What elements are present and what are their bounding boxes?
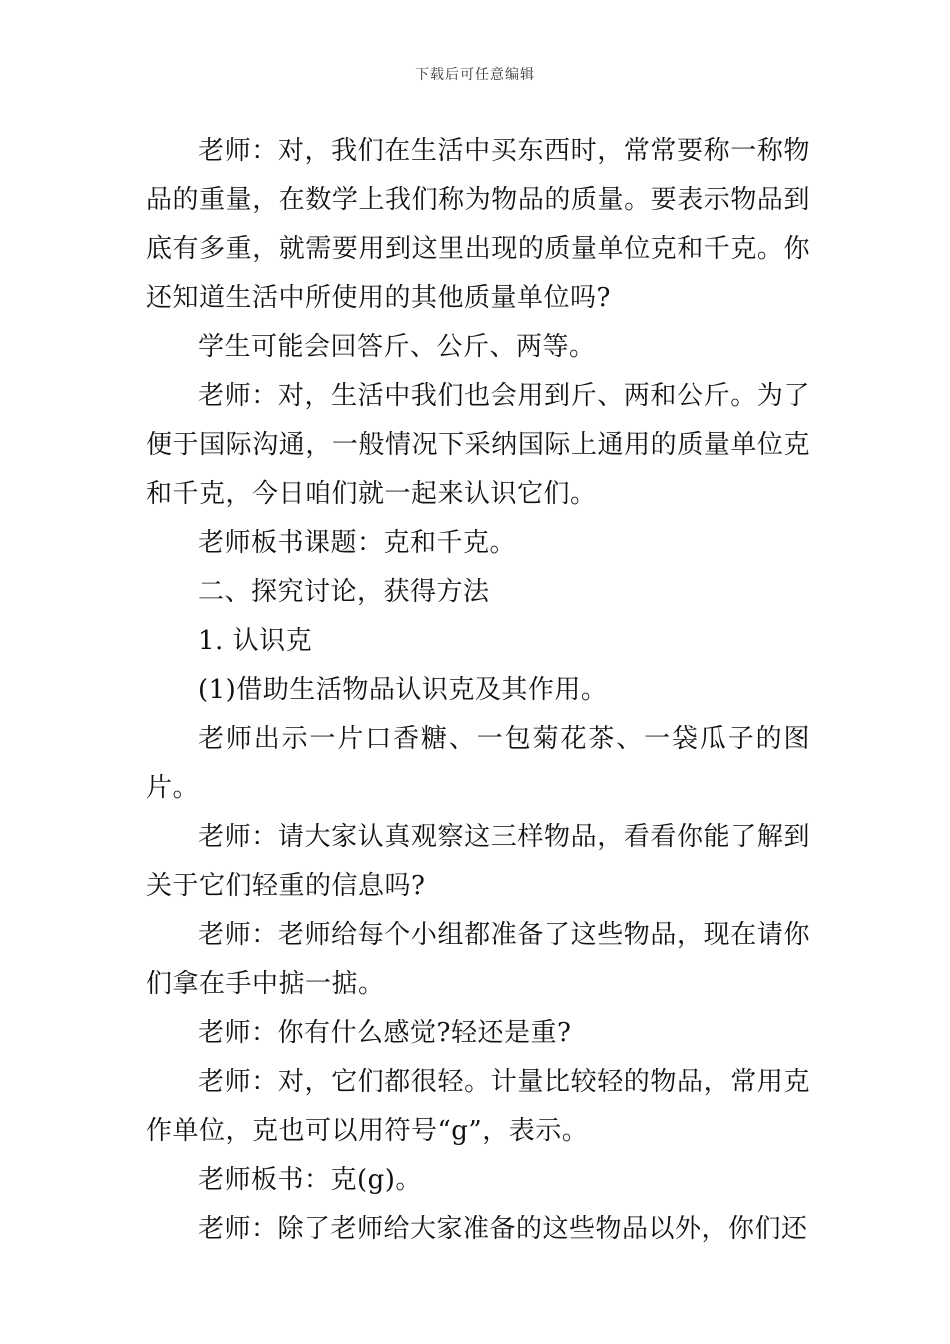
paragraph-board-title: 老师板书课题：克和千克。 [198, 528, 517, 558]
section-heading-explore: 二、探究讨论，获得方法 [198, 577, 490, 607]
paragraph-student-answer: 学生可能会回答斤、公斤、两等。 [198, 332, 596, 362]
paragraph-teacher-weight-intro: 老师：对，我们在生活中买东西时，常常要称一称物品的重量，在数学上我们称为物品的质量。要表示物品到底有多重，就需要用到这里出现的质量单位克和千克。你还知道生活中所使用的其他质量单位吗? [146, 136, 810, 313]
paragraph-other-items: 老师：除了老师给大家准备的这些物品以外，你们还 [198, 1214, 808, 1244]
paragraph-observe-items: 老师：请大家认真观察这三样物品，看看你能了解到关于它们轻重的信息吗? [146, 822, 810, 901]
subheading-daily-items: (1)借助生活物品认识克及其作用。 [198, 675, 608, 705]
paragraph-weigh-in-hand: 老师：老师给每个小组都准备了这些物品，现在请你们拿在手中掂一掂。 [146, 920, 810, 999]
paragraph-teacher-international-units: 老师：对，生活中我们也会用到斤、两和公斤。为了便于国际沟通，一般情况下采纳国际上通用的质量单位克和千克，今日咱们就一起来认识它们。 [146, 381, 810, 509]
document-body [146, 127, 810, 1254]
page-header: 下载后可任意编辑 [415, 67, 535, 83]
paragraph-show-pictures: 老师出示一片口香糖、一包菊花茶、一袋瓜子的图片。 [146, 724, 810, 803]
paragraph-board-gram: 老师板书：克(g)。 [198, 1165, 422, 1195]
subheading-know-gram: 1. 认识克 [198, 626, 313, 656]
paragraph-light-or-heavy: 老师：你有什么感觉?轻还是重? [198, 1018, 572, 1048]
paragraph-gram-symbol: 老师：对，它们都很轻。计量比较轻的物品，常用克作单位，克也可以用符号“g”，表示。 [146, 1067, 810, 1146]
